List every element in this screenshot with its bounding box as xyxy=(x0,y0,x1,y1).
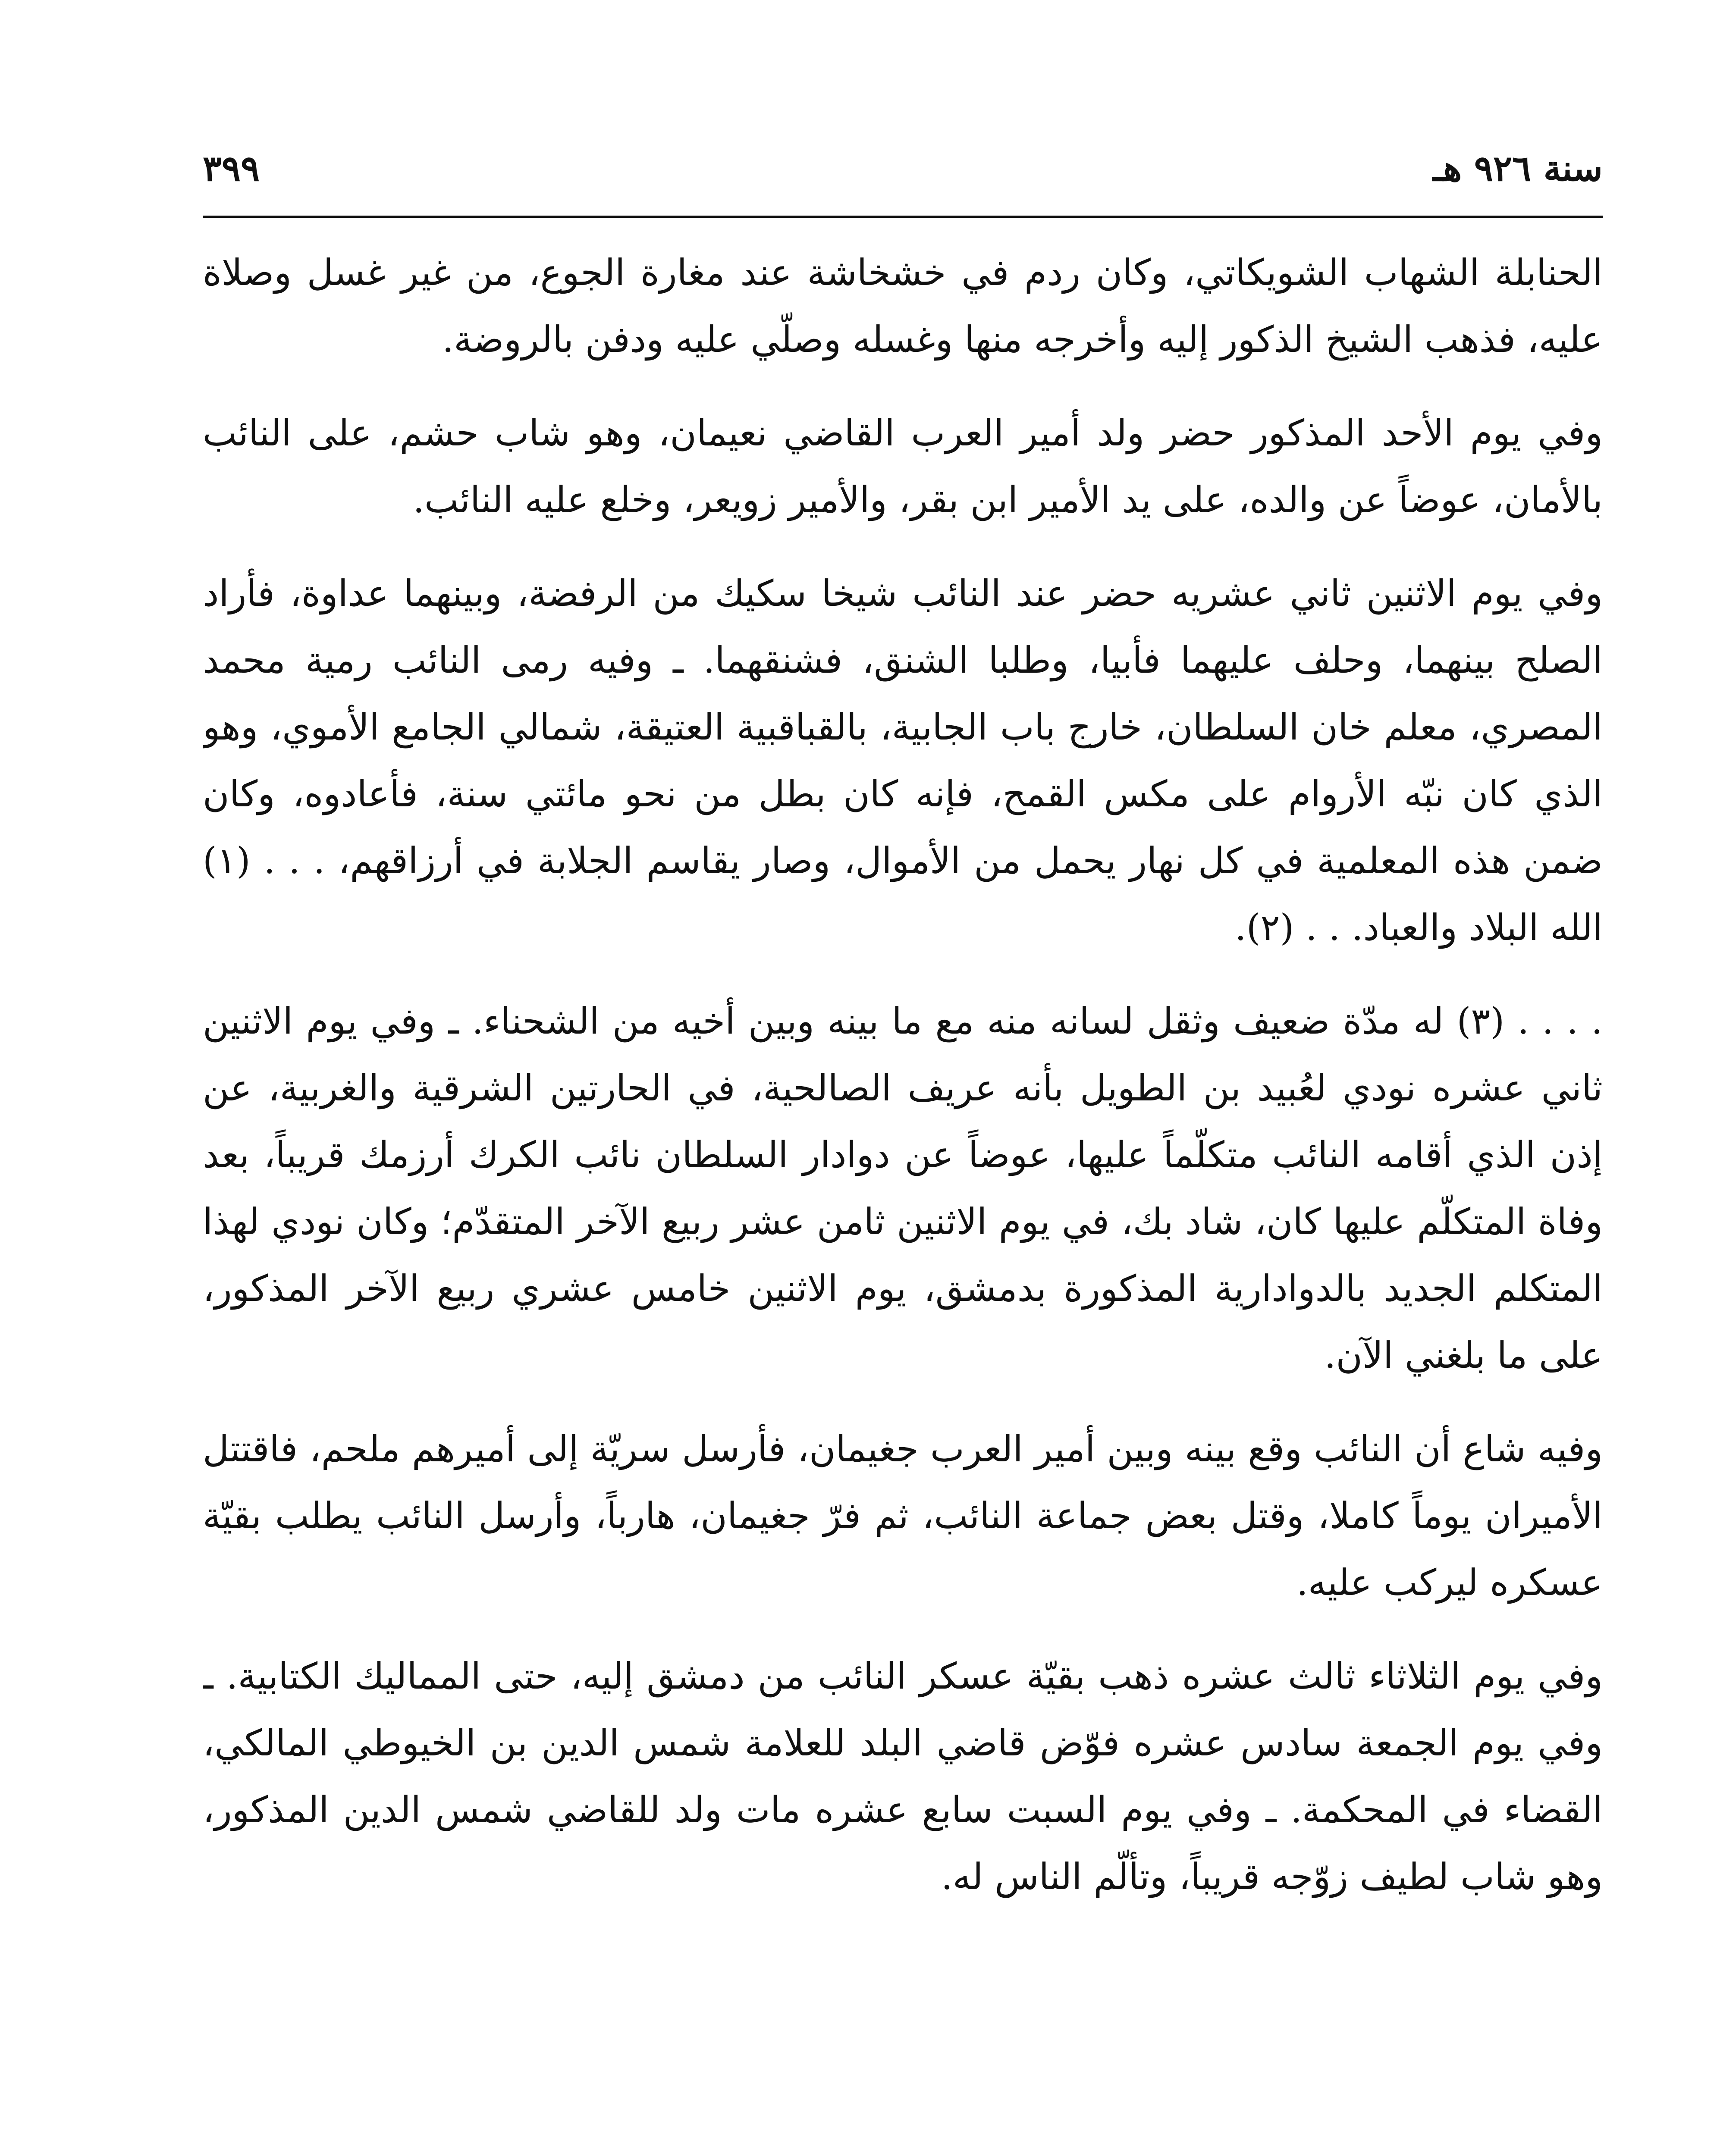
running-header xyxy=(203,142,1603,218)
paragraph: وفي يوم الأحد المذكور حضر ولد أمير العرب القاضي نعيمان، وهو شاب حشم، على النائب بالأمان، عوضاً عن والده، على يد الأمير ابن بقر، والأمير زويعر، وخلع عليه النائب. xyxy=(203,412,1603,521)
page-number: ٣٩٩ xyxy=(203,148,260,189)
paragraph: وفي يوم الاثنين ثاني عشريه حضر عند النائب شيخا سكيك من الرفضة، وبينهما عداوة، فأراد الصلح بينهما، وحلف عليهما فأبيا، وطلبا الشنق، فشنقهما. ـ وفيه رمى النائب رمية محمد المصري، معلم خان السلطان، خارج باب الجابية، بالقباقبية العتيقة، شمالي الجامع الأموي، وهو الذي كان نبّه الأروام على مكس القمح، فإنه كان بطل من نحو مائتي سنة، فأعادوه، وكان ضمن هذه المعلمية في كل نهار يحمل من الأموال، وصار يقاسم الجلابة في أرزاقهم، . . . (١) الله البلاد والعباد. . . (٢). xyxy=(203,572,1603,949)
paragraph: وفيه شاع أن النائب وقع بينه وبين أمير العرب جغيمان، فأرسل سريّة إلى أميرهم ملحم، فاقتتل الأميران يوماً كاملا، وقتل بعض جماعة النائب، ثم فرّ جغيمان، هارباً، وأرسل النائب يطلب بقيّة عسكره ليركب عليه. xyxy=(203,1428,1603,1604)
main-text xyxy=(203,239,1603,2137)
paragraph: . . . . (٣) له مدّة ضعيف وثقل لسانه منه مع ما بينه وبين أخيه من الشحناء. ـ وفي يوم الاثنين ثاني عشره نودي لعُبيد بن الطويل بأنه عريف الصالحية، في الحارتين الشرقية والغربية، عن إذن الذي أقامه النائب متكلّماً عليها، عوضاً عن دوادار السلطان نائب الكرك أرزمك قريباً، بعد وفاة المتكلّم عليها كان، شاد بك، في يوم الاثنين ثامن عشر ربيع الآخر المتقدّم؛ وكان نودي لهذا المتكلم الجديد بالدوادارية المذكورة بدمشق، يوم الاثنين خامس عشري ربيع الآخر المذكور، على ما بلغني الآن. xyxy=(203,1000,1603,1376)
paragraph: الحنابلة الشهاب الشويكاتي، وكان ردم في خشخاشة عند مغارة الجوع، من غير غسل وصلاة عليه، فذهب الشيخ الذكور إليه وأخرجه منها وغسله وصلّي عليه ودفن بالروضة. xyxy=(203,251,1603,360)
paragraph: وفي يوم الثلاثاء ثالث عشره ذهب بقيّة عسكر النائب من دمشق إليه، حتى المماليك الكتابية. ـ وفي يوم الجمعة سادس عشره فوّض قاضي البلد للعلامة شمس الدين بن الخيوطي المالكي، القضاء في المحكمة. ـ وفي يوم السبت سابع عشره مات ولد للقاضي شمس الدين المذكور، وهو شاب لطيف زوّجه قريباً، وتألّم الناس له. xyxy=(203,1655,1603,1898)
header-title: سنة ٩٢٦ هـ xyxy=(1433,148,1603,189)
